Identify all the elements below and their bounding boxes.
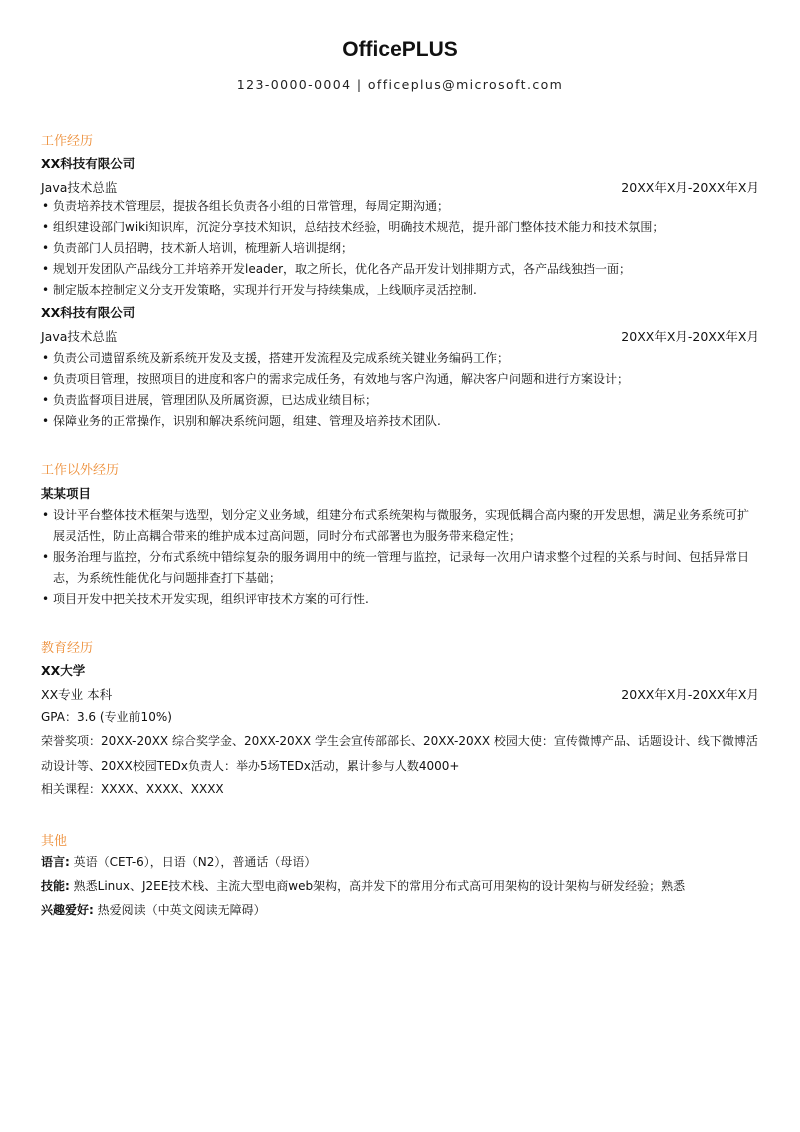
job-role: Java技术总监 <box>41 329 118 344</box>
bullet-dot: • <box>42 372 50 386</box>
bullet-dot: • <box>42 199 50 213</box>
bullet-dot: • <box>42 283 50 297</box>
company-name: XX科技有限公司 <box>41 305 136 320</box>
bullet-dot: • <box>42 351 50 365</box>
project-bullet: • 项目开发中把关技术开发实现，组织评审技术方案的可行性. <box>41 589 763 610</box>
job-bullet: • 保障业务的正常操作，识别和解决系统问题，组建、管理及培养技术团队. <box>41 411 763 432</box>
hobbies: 兴趣爱好: 热爱阅读（中英文阅读无障碍） <box>41 903 266 917</box>
project-bullet: • 设计平台整体技术框架与选型，划分定义业务域，组建分布式系统架构与微服务，实现低耦合高内聚的开发思想，满足业务系统可扩 展灵活性，防止高耦合带来的维护成本过高问题，同时分布式部署也为服务带来稳定性； <box>41 505 763 547</box>
job-bullet: • 负责项目管理，按照项目的进度和客户的需求完成任务，有效地与客户沟通，解决客户问题和进行方案设计； <box>41 369 763 390</box>
company-name: XX科技有限公司 <box>41 156 136 171</box>
job-bullet: • 负责监督项目进展，管理团队及所属资源，已达成业绩目标； <box>41 390 763 411</box>
candidate-name: OfficePLUS <box>342 38 458 61</box>
job-row <box>41 178 759 196</box>
job-bullet: • 负责公司遗留系统及新系统开发及支援，搭建开发流程及完成系统关键业务编码工作； <box>41 348 763 369</box>
section-title-misc: 其他 <box>41 834 68 849</box>
bullet-dot: • <box>42 393 50 407</box>
bullet-dot: • <box>42 262 50 276</box>
school-name: XX大学 <box>41 663 86 678</box>
education-dates: 20XX年X月-20XX年X月 <box>621 687 759 702</box>
job-bullet: • 负责部门人员招聘，技术新人培训，梳理新人培训提纲； <box>41 238 763 259</box>
section-title-other-experience: 工作以外经历 <box>41 463 120 478</box>
contact-info: 123-0000-0004 | officeplus@microsoft.com <box>236 77 564 92</box>
job-bullet: • 组织建设部门wiki知识库，沉淀分享技术知识，总结技术经验，明确技术规范，提升部门整体技术能力和技术氛围； <box>41 217 763 238</box>
bullet-dot: • <box>42 550 50 564</box>
languages: 语言: 英语（CET-6），日语（N2），普通话（母语） <box>41 855 317 869</box>
project-bullet: • 服务治理与监控，分布式系统中错综复杂的服务调用中的统一管理与监控，记录每一次用户请求整个过程的关系与时间、包括异常日 志，为系统性能优化与问题排查打下基础； <box>41 547 763 589</box>
bullet-dot: • <box>42 592 50 606</box>
bullet-dot: • <box>42 241 50 255</box>
major: XX专业 本科 <box>41 687 113 702</box>
bullet-dot: • <box>42 220 50 234</box>
job-row <box>41 327 759 345</box>
bullet-dot: • <box>42 508 50 522</box>
courses: 相关课程：XXXX、XXXX、XXXX <box>41 782 224 796</box>
job-bullet: • 负责培养技术管理层，提拔各组长负责各小组的日常管理，每周定期沟通； <box>41 196 763 217</box>
skills: 技能: 熟悉Linux、J2EE技术栈、主流大型电商web架构，高并发下的常用分布式高可用架构的设计架构与研发经验；熟悉 <box>41 879 686 893</box>
job-dates: 20XX年X月-20XX年X月 <box>621 180 759 195</box>
honors: 荣誉奖项：20XX-20XX 综合奖学金、20XX-20XX 学生会宣传部部长、20XX-20XX 校园大使：宣传微博产品、话题设计、线下微博活 动设计等、20XX校园TEDx负责人：举办5场TEDx活动，累计参与人数4000+ <box>41 734 758 773</box>
job-role: Java技术总监 <box>41 180 118 195</box>
gpa: GPA：3.6 (专业前10%) <box>41 710 172 724</box>
project-name: 某某项目 <box>41 486 92 501</box>
section-title-work: 工作经历 <box>41 134 94 149</box>
job-dates: 20XX年X月-20XX年X月 <box>621 329 759 344</box>
education-row <box>41 685 759 703</box>
bullet-dot: • <box>42 414 50 428</box>
job-bullet: • 规划开发团队产品线分工并培养开发leader，取之所长，优化各产品开发计划排期方式，各产品线独挡一面； <box>41 259 763 280</box>
section-title-education: 教育经历 <box>41 641 94 656</box>
job-bullet: • 制定版本控制定义分支开发策略，实现并行开发与持续集成，上线顺序灵活控制. <box>41 280 763 301</box>
